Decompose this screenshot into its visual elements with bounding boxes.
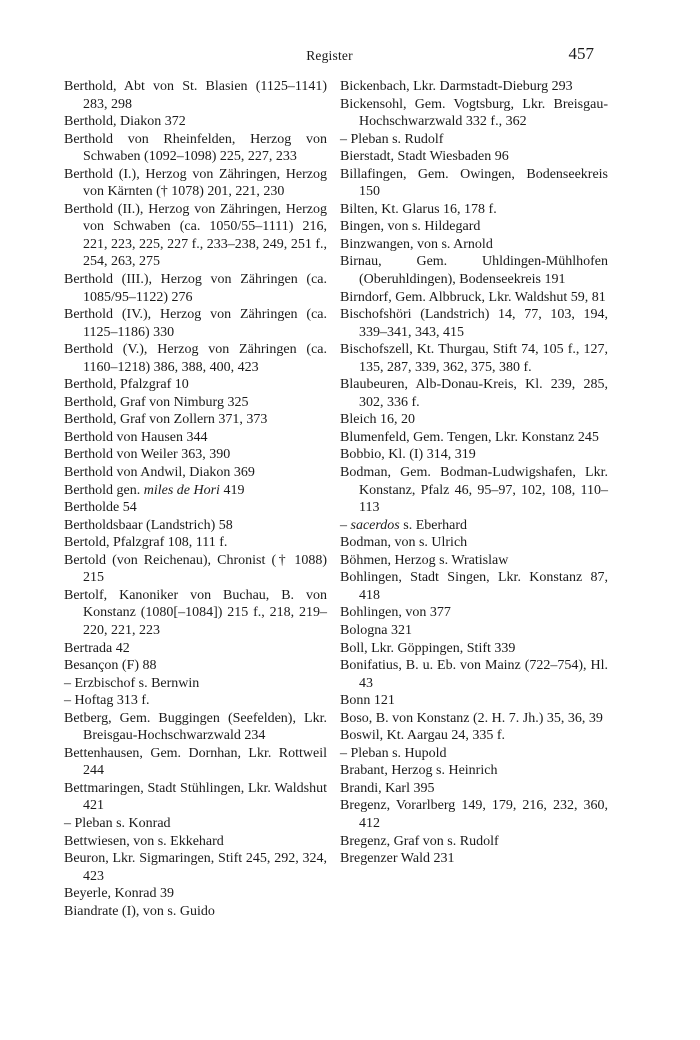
- index-entry: Bettwiesen, von s. Ekkehard: [64, 833, 224, 849]
- index-column-left: [64, 78, 327, 920]
- index-entry: Biandrate (I), von s. Guido: [64, 903, 215, 919]
- index-entry: Bickensohl, Gem. Vogtsburg, Lkr. Breisgau-Hochschwarzwald 332 f., 362: [340, 96, 608, 130]
- index-entry-italic: sacerdos: [350, 517, 400, 533]
- index-entry: Blumenfeld, Gem. Tengen, Lkr. Konstanz 245: [340, 429, 599, 445]
- index-entry: Berthold (III.), Herzog von Zähringen (ca. 1085/95–1122) 276: [64, 272, 327, 305]
- index-entry: Berthold (II.), Herzog von Zähringen, Herzog von Schwaben (ca. 1050/55–1111) 216, 221, 223, 225, 227 f., 233–238, 249, 251 f., 254, 263, 275: [64, 201, 327, 270]
- index-entry: – Pleban s. Rudolf: [340, 131, 444, 147]
- index-entry: Bregenz, Vorarlberg 149, 179, 216, 232, 360, 412: [340, 798, 608, 831]
- index-entry: Bettmaringen, Stadt Stühlingen, Lkr. Waldshut 421: [64, 780, 327, 814]
- index-entry: Betberg, Gem. Buggingen (Seefelden), Lkr. Breisgau-Hochschwarzwald 234: [64, 710, 327, 744]
- page-header: [65, 44, 594, 66]
- index-entry: Berthold (V.), Herzog von Zähringen (ca. 1160–1218) 386, 388, 400, 423: [64, 342, 327, 375]
- index-entry: Bodman, Gem. Bodman-Ludwigshafen, Lkr. Konstanz, Pfalz 46, 95–97, 102, 108, 110–113: [340, 465, 608, 516]
- index-entry: – Hoftag 313 f.: [64, 693, 150, 709]
- index-entry: Berthold von Rheinfelden, Herzog von Schwaben (1092–1098) 225, 227, 233: [64, 131, 327, 165]
- index-entry: Brabant, Herzog s. Heinrich: [340, 763, 498, 779]
- index-entry-text: s. Eberhard: [399, 517, 468, 533]
- index-entry: Berthold, Diakon 372: [64, 114, 186, 130]
- index-entry: Bilten, Kt. Glarus 16, 178 f.: [340, 201, 497, 217]
- index-entry: Berthold von Hausen 344: [64, 429, 208, 445]
- index-entry: Bertolf, Kanoniker von Buchau, B. von Konstanz (1080[–1084]) 215 f., 218, 219–220, 221, 223: [64, 587, 327, 638]
- index-entry: Bertholde 54: [64, 500, 137, 516]
- index-entry: Bertrada 42: [64, 640, 130, 656]
- index-entry: Bologna 321: [340, 622, 412, 638]
- index-entry: Bobbio, Kl. (I) 314, 319: [340, 447, 476, 463]
- index-entry: Bertold, Pfalzgraf 108, 111 f.: [64, 535, 228, 551]
- index-entry: Böhmen, Herzog s. Wratislaw: [340, 552, 509, 568]
- index-entry: Berthold, Pfalzgraf 10: [64, 377, 189, 393]
- index-entry: Bleich 16, 20: [340, 412, 416, 428]
- index-entry: – Erzbischof s. Bernwin: [64, 675, 200, 691]
- index-entry: Billafingen, Gem. Owingen, Bodenseekreis 150: [340, 166, 608, 200]
- index-entry: Berthold, Graf von Zollern 371, 373: [64, 412, 268, 428]
- index-entry: Blaubeuren, Alb-Donau-Kreis, Kl. 239, 285, 302, 336 f.: [340, 377, 608, 410]
- index-entry: Birndorf, Gem. Albbruck, Lkr. Waldshut 59, 81: [340, 289, 606, 305]
- index-entry: Bingen, von s. Hildegard: [340, 219, 481, 235]
- index-entry: Bohlingen, von 377: [340, 605, 451, 621]
- index-entry: Berthold, Graf von Nimburg 325: [64, 394, 249, 410]
- index-entry-italic: miles de Hori: [143, 482, 220, 498]
- index-entry: – Pleban s. Konrad: [64, 815, 171, 831]
- index-entry: Bertholdsbaar (Landstrich) 58: [64, 517, 233, 533]
- index-entry: Binzwangen, von s. Arnold: [340, 236, 493, 252]
- index-entry: Berthold, Abt von St. Blasien (1125–1141) 283, 298: [64, 79, 327, 112]
- index-entry: [340, 517, 608, 535]
- index-entry: Bodman, von s. Ulrich: [340, 535, 468, 551]
- index-entry: [64, 482, 327, 500]
- index-entry: Berthold von Weiler 363, 390: [64, 447, 231, 463]
- index-entry: Bregenz, Graf von s. Rudolf: [340, 833, 499, 849]
- index-entry: Bischofszell, Kt. Thurgau, Stift 74, 105 f., 127, 135, 287, 339, 362, 375, 380 f.: [340, 342, 608, 375]
- index-entry: Bohlingen, Stadt Singen, Lkr. Konstanz 87, 418: [340, 570, 608, 603]
- index-entry: Boll, Lkr. Göppingen, Stift 339: [340, 640, 516, 656]
- index-entry-text: 419: [219, 482, 245, 498]
- index-entry: Birnau, Gem. Uhldingen-Mühlhofen (Oberuhldingen), Bodenseekreis 191: [340, 254, 608, 288]
- running-head: Register: [306, 48, 353, 63]
- index-entry: Berthold (I.), Herzog von Zähringen, Herzog von Kärnten († 1078) 201, 221, 230: [64, 166, 327, 200]
- index-entry: Bonifatius, B. u. Eb. von Mainz (722–754), Hl. 43: [340, 658, 608, 691]
- index-entry: Beuron, Lkr. Sigmaringen, Stift 245, 292, 324, 423: [64, 851, 327, 884]
- index-entry: Bonn 121: [340, 693, 395, 709]
- index-entry: Bickenbach, Lkr. Darmstadt-Dieburg 293: [340, 79, 573, 94]
- index-entry: Boso, B. von Konstanz (2. H. 7. Jh.) 35, 36, 39: [340, 710, 603, 726]
- index-entry: Beyerle, Konrad 39: [64, 886, 175, 902]
- index-entry: Bettenhausen, Gem. Dornhan, Lkr. Rottweil 244: [64, 745, 327, 779]
- index-entry: – Pleban s. Hupold: [340, 745, 447, 761]
- index-entry: Bregenzer Wald 231: [340, 851, 455, 867]
- index-entry: Berthold von Andwil, Diakon 369: [64, 465, 255, 481]
- index-column-right: [340, 78, 608, 868]
- index-entry: Bischofshöri (Landstrich) 14, 77, 103, 194, 339–341, 343, 415: [340, 307, 608, 340]
- index-entry: Bierstadt, Stadt Wiesbaden 96: [340, 149, 509, 165]
- index-entry: Bertold (von Reichenau), Chronist († 1088) 215: [64, 552, 327, 586]
- index-entry: Berthold (IV.), Herzog von Zähringen (ca. 1125–1186) 330: [64, 307, 327, 340]
- index-entry: Brandi, Karl 395: [340, 780, 435, 796]
- index-entry: Besançon (F) 88: [64, 658, 157, 674]
- page-number: 457: [568, 44, 594, 63]
- index-entry: Boswil, Kt. Aargau 24, 335 f.: [340, 728, 506, 744]
- index-entry-text: Berthold gen.: [64, 482, 144, 498]
- index-entry-text: –: [340, 517, 351, 533]
